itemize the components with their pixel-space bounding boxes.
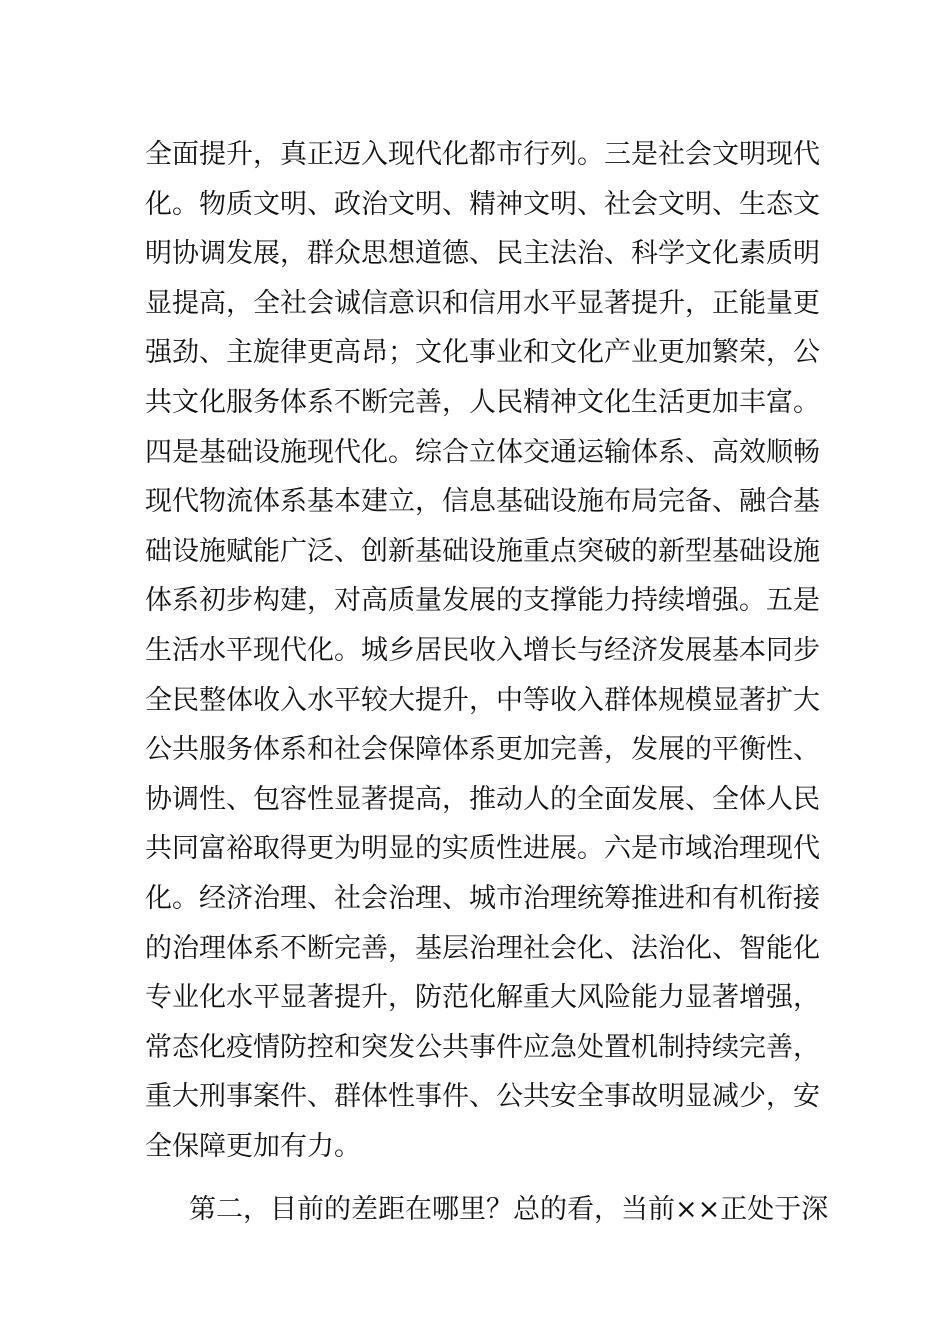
text-line: 专业化水平显著提升，防范化解重大风险能力显著增强， — [145, 982, 820, 1014]
text-line: 全民整体收入水平较大提升，中等收入群体规模显著扩大 — [145, 684, 820, 716]
text-line: 化。物质文明、政治文明、精神文明、社会文明、生态文 — [145, 188, 820, 220]
text-line: 协调性、包容性显著提高，推动人的全面发展、全体人民 — [145, 783, 820, 815]
text-line: 础设施赋能广泛、创新基础设施重点突破的新型基础设施 — [145, 535, 820, 567]
text-line: 第二，目前的差距在哪里？总的看，当前××正处于深 — [189, 1194, 829, 1226]
text-line: 化。经济治理、社会治理、城市治理统筹推进和有机衔接 — [145, 882, 820, 914]
text-line: 强劲、主旋律更高昂；文化事业和文化产业更加繁荣，公 — [145, 337, 820, 369]
text-line: 生活水平现代化。城乡居民收入增长与经济发展基本同步 — [145, 634, 820, 666]
text-line: 公共服务体系和社会保障体系更加完善，发展的平衡性、 — [145, 734, 820, 766]
text-line: 常态化疫情防控和突发公共事件应急处置机制持续完善， — [145, 1031, 820, 1063]
body-text — [145, 130, 829, 1235]
text-line: 全保障更加有力。 — [145, 1130, 361, 1162]
text-line: 显提高，全社会诚信意识和信用水平显著提升，正能量更 — [145, 287, 820, 319]
paragraph-2 — [145, 1185, 829, 1235]
paragraph-1 — [145, 130, 820, 1171]
text-line: 共文化服务体系不断完善，人民精神文化生活更加丰富。 — [145, 386, 820, 418]
text-line: 共同富裕取得更为明显的实质性进展。六是市域治理现代 — [145, 833, 820, 865]
text-line: 全面提升，真正迈入现代化都市行列。三是社会文明现代 — [145, 139, 820, 170]
text-line: 的治理体系不断完善，基层治理社会化、法治化、智能化 — [145, 932, 820, 964]
text-line: 体系初步构建，对高质量发展的支撑能力持续增强。五是 — [145, 585, 820, 617]
text-line: 现代物流体系基本建立，信息基础设施布局完备、融合基 — [145, 486, 820, 518]
text-line: 重大刑事案件、群体性事件、公共安全事故明显减少，安 — [145, 1081, 820, 1113]
text-line: 四是基础设施现代化。综合立体交通运输体系、高效顺畅 — [145, 436, 820, 468]
text-line: 明协调发展，群众思想道德、民主法治、科学文化素质明 — [145, 238, 820, 270]
paragraph-gap — [145, 1171, 815, 1185]
